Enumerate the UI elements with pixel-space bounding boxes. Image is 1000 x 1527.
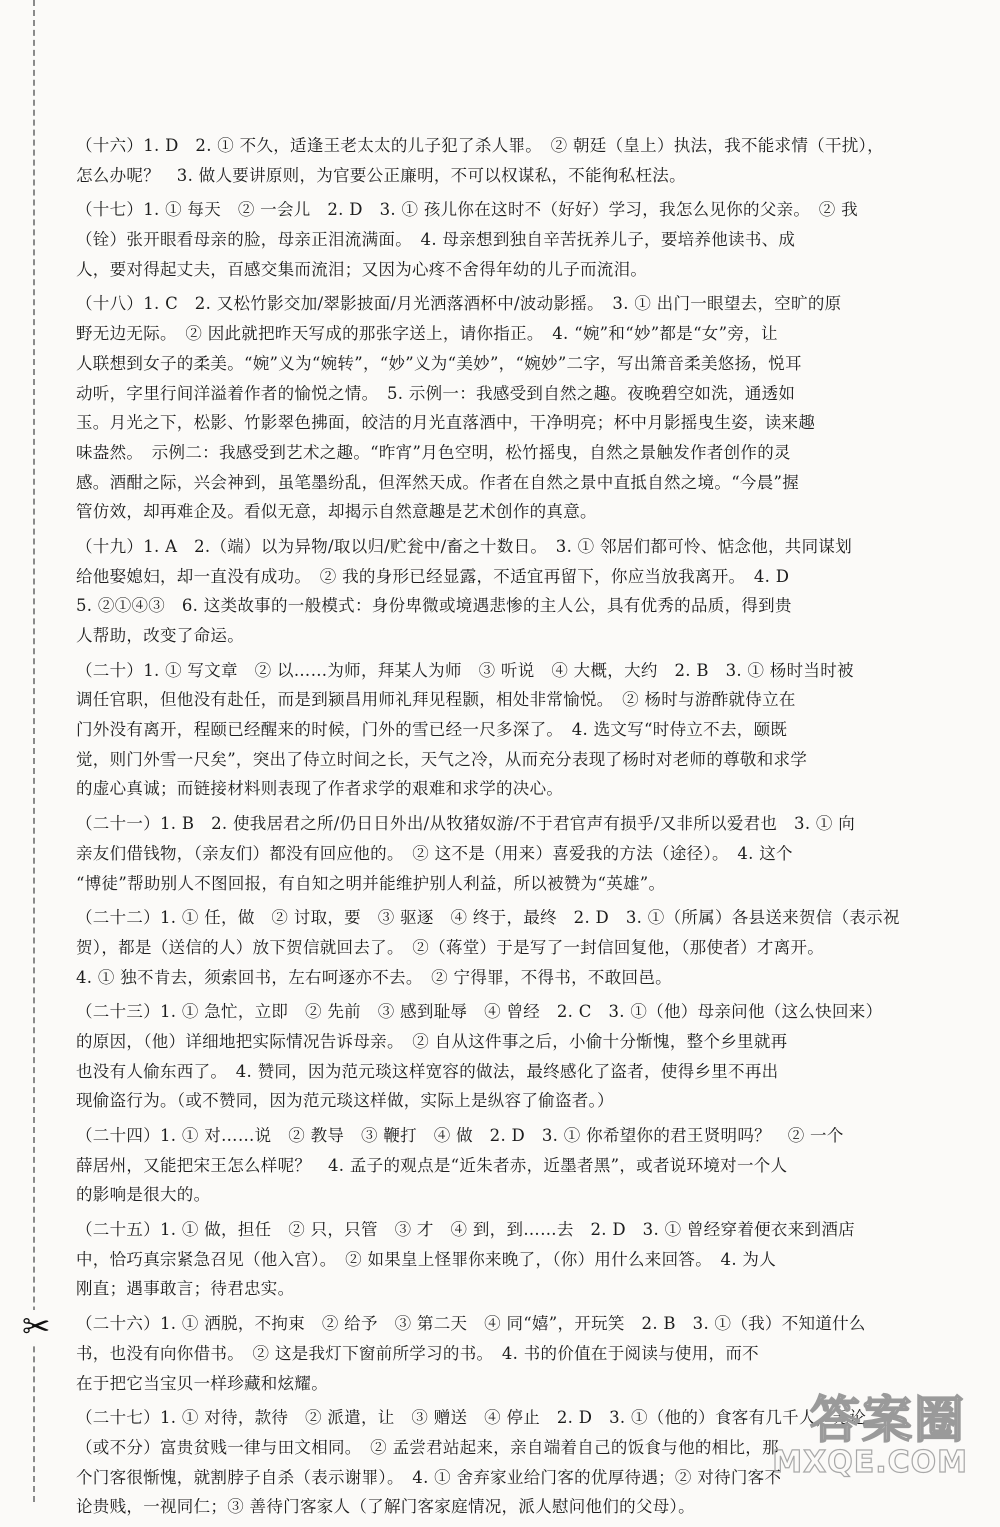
answer-line: 也没有人偷东西了。 4. 赞同，因为范元琰这样宽容的做法，最终感化了盗者，使得乡里不再出 (76, 1061, 779, 1081)
answer-entry (76, 131, 904, 190)
answer-entry (76, 1215, 904, 1304)
answer-line: （十八）1. C 2. 又松竹影交加/翠影披面/月光洒落酒杯中/波动影摇。 3. ① 出门一眼望去，空旷的原 (76, 294, 842, 314)
answer-line: 的影响是很大的。 (76, 1185, 211, 1205)
answer-line: 野无边无际。 ② 因此就把昨天写成的那张字送上，请你指正。 4. “婉”和“妙”都是“女”旁，让 (76, 324, 778, 344)
answer-line: （或不分）富贵贫贱一律与田文相同。 ② 孟尝君站起来，亲自端着自己的饭食与他的相比，那 (76, 1437, 779, 1457)
cut-line (33, 0, 35, 1502)
answer-line: 亲友们借钱物，（亲友们）都没有回应他的。 ② 这不是（用来）喜爱我的方法（途径）。 4. 这个 (76, 843, 793, 863)
answer-line: （二十一）1. B 2. 使我居君之所/仍日日外出/从牧猪奴游/不于君官声有损乎/又非所以爱君也 3. ① 向 (76, 814, 856, 834)
answer-line: 调任官职，但他没有赴任，而是到颍昌用师礼拜见程颢，相处非常愉悦。 ② 杨时与游酢就侍立在 (76, 690, 796, 710)
watermark (752, 1380, 972, 1480)
watermark-logo: 答案圈 (810, 1391, 966, 1449)
answer-line: （二十三）1. ① 急忙，立即 ② 先前 ③ 感到耻辱 ④ 曾经 2. C 3. ①（他）母亲问他（这么快回来） (76, 1002, 883, 1022)
answer-line: 的虚心真诚；而链接材料则表现了作者求学的艰难和求学的决心。 (76, 779, 564, 799)
answer-line: （铨）张开眼看母亲的脸，母亲正泪流满面。 4. 母亲想到独自辛苦抚养儿子，要培养他读书、成 (76, 230, 796, 250)
answer-line: （二十六）1. ① 洒脱，不拘束 ② 给予 ③ 第二天 ④ 同“嬉”，开玩笑 2. B 3. ①（我）不知道什么 (76, 1314, 866, 1334)
answer-line: 管仿效，却再难企及。看似无意，却揭示自然意趣是艺术创作的真意。 (76, 502, 597, 522)
answer-line: 贺），都是（送信的人）放下贺信就回去了。 ②（蒋堂）于是写了一封信回复他，（那使者）才离开。 (76, 937, 825, 957)
answer-entry (76, 289, 904, 527)
answer-line: 4. ① 独不肯去，须索回书，左右呵逐亦不去。 ② 宁得罪，不得书，不敢回邑。 (76, 967, 672, 987)
answer-line: 5. ②①④③ 6. 这类故事的一般模式：身份卑微或境遇悲惨的主人公，具有优秀的品质，得到贵 (76, 596, 792, 616)
answer-line: 人联想到女子的柔美。“婉”义为“婉转”，“妙”义为“美妙”，“婉妙”二字，写出箫音柔美悠扬，悦耳 (76, 353, 802, 373)
answer-line: 书，也没有向你借书。 ② 这是我灯下窗前所学习的书。 4. 书的价值在于阅读与使用，而不 (76, 1343, 759, 1363)
answer-line: （二十五）1. ① 做，担任 ② 只，只管 ③ 才 ④ 到，到……去 2. D 3. ① 曾经穿着便衣来到酒店 (76, 1220, 855, 1240)
answer-entry (76, 997, 904, 1116)
answer-line: 人，要对得起丈夫，百感交集而流泪；又因为心疼不舍得年幼的儿子而流泪。 (76, 259, 648, 279)
answer-line: （十七）1. ① 每天 ② 一会儿 2. D 3. ① 孩儿你在这时不（好好）学习，我怎么见你的父亲。 ② 我 (76, 200, 858, 220)
answer-entry (76, 195, 904, 284)
answer-line: （二十七）1. ① 对待，款待 ② 派遣，让 ③ 赠送 ④ 停止 2. D 3. ①（他的）食客有几千人，无论 (76, 1408, 867, 1428)
answer-line: 个门客很惭愧，就割脖子自杀（表示谢罪）。 4. ① 舍弃家业给门客的优厚待遇；② 对待门客不 (76, 1467, 782, 1487)
answer-line: 味盎然。 示例二：我感受到艺术之趣。“昨宵”月色空明，松竹摇曳，自然之景触发作者创作的灵 (76, 442, 791, 462)
answer-line: “博徒”帮助别人不图回报，有自知之明并能维护别人利益，所以被赞为“英雄”。 (76, 873, 666, 893)
answer-entry (76, 656, 904, 804)
answer-line: （二十）1. ① 写文章 ② 以……为师，拜某人为师 ③ 听说 ④ 大概，大约 2. B 3. ① 杨时当时被 (76, 660, 854, 680)
answer-line: 现偷盗行为。（或不赞同，因为范元琰这样做，实际上是纵容了偷盗者。） (76, 1091, 614, 1111)
answer-line: 觉，则门外雪一尺矣”，突出了侍立时间之长，天气之冷，从而充分表现了杨时对老师的尊敬和求学 (76, 749, 808, 769)
answer-line: （二十四）1. ① 对……说 ② 教导 ③ 鞭打 ④ 做 2. D 3. ① 你希望你的君王贤明吗？ ② 一个 (76, 1126, 844, 1145)
answer-line: 的原因，（他）详细地把实际情况告诉母亲。 ② 自从这件事之后，小偷十分惭愧，整个乡里就再 (76, 1031, 788, 1051)
answer-line: 门外没有离开，程颐已经醒来的时候，门外的雪已经一尺多深了。 4. 选文写“时侍立不去，颐既 (76, 720, 788, 740)
answer-line: 在于把它当宝贝一样珍藏和炫耀。 (76, 1373, 328, 1393)
answer-line: （十九）1. A 2.（端）以为异物/取以归/贮瓮中/畜之十数日。 3. ① 邻居们都可怜、惦念他，共同谋划 (76, 536, 853, 556)
answer-entry (76, 1121, 904, 1210)
answer-line: 玉。月光之下，松影、竹影翠色拂面，皎洁的月光直落酒中，干净明亮；杯中月影摇曳生姿，读来趣 (76, 413, 816, 433)
answer-line: 人帮助，改变了命运。 (76, 626, 244, 645)
answer-line: 刚直；遇事敢言；待君忠实。 (76, 1279, 295, 1299)
answer-line: 怎么办呢？ 3. 做人要讲原则，为官要公正廉明，不可以权谋私，不能徇私枉法。 (76, 165, 686, 185)
answer-line: 中，恰巧真宗紧急召见（他入宫）。 ② 如果皇上怪罪你来晚了，（你）用什么来回答。 4. 为人 (76, 1249, 777, 1269)
answer-entry (76, 903, 904, 992)
answer-line: 论贵贱，一视同仁；③ 善待门客家人（了解门客家庭情况，派人慰问他们的父母）。 (76, 1497, 695, 1517)
answer-line: 感。酒酣之际，兴会神到，虽笔墨纷乱，但浑然天成。作者在自然之景中直抵自然之境。“今晨”握 (76, 472, 800, 492)
scissors-icon: ✂ (22, 1307, 51, 1347)
answer-entry (76, 809, 904, 898)
answer-line: （二十二）1. ① 任，做 ② 讨取，要 ③ 驱逐 ④ 终于，最终 2. D 3. ①（所属）各县送来贺信（表示祝 (76, 908, 900, 928)
answer-line: 给他娶媳妇，却一直没有成功。 ② 我的身形已经显露，不适宜再留下，你应当放我离开。 4. D (76, 566, 790, 586)
answer-line: 动听，字里行间洋溢着作者的愉悦之情。 5. 示例一：我感受到自然之趣。夜晚碧空如洗，通透如 (76, 383, 796, 403)
answer-list (76, 131, 904, 1527)
answer-line: （十六）1. D 2. ① 不久，适逢王老太太的儿子犯了杀人罪。 ② 朝廷（皇上）执法，我不能求情（干扰）， (76, 136, 884, 155)
answer-entry (76, 532, 904, 651)
answer-line: 薛居州，又能把宋王怎么样呢？ 4. 孟子的观点是“近朱者赤，近墨者黑”，或者说环境对一个人 (76, 1155, 788, 1175)
watermark-url: MXQE.COM (772, 1445, 968, 1480)
